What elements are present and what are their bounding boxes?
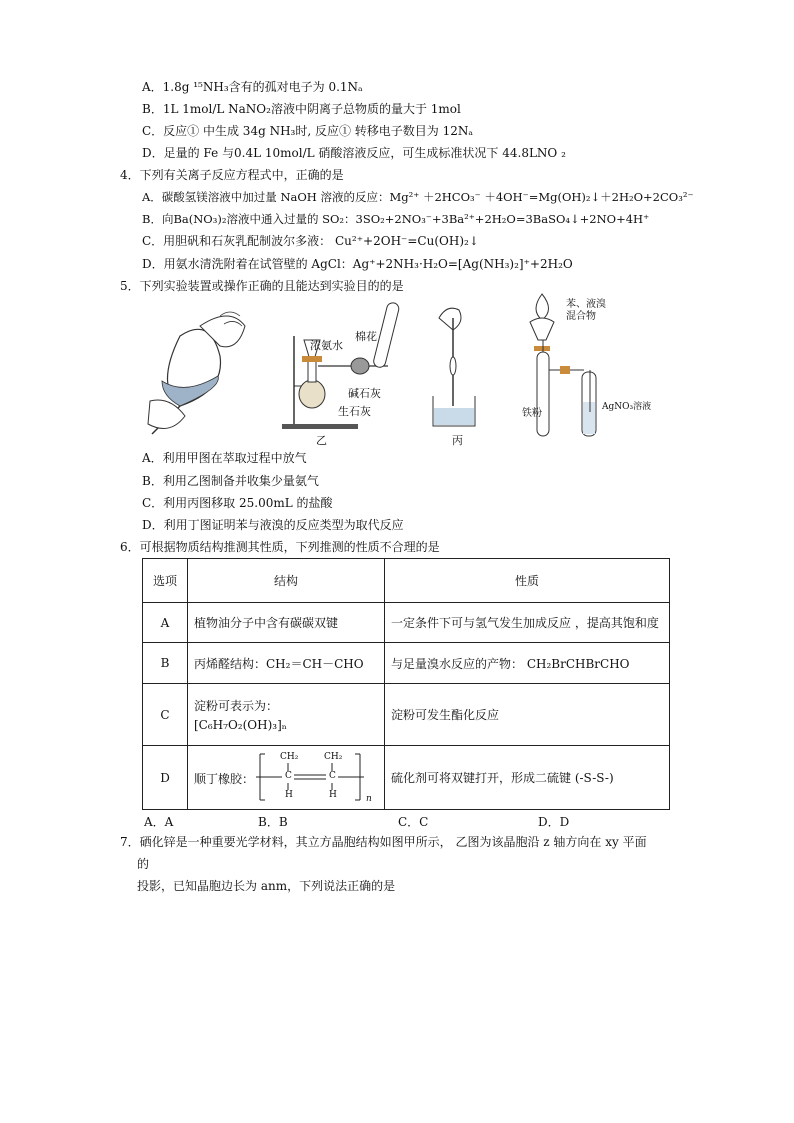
- row-structure: 丙烯醛结构：CH₂＝CH－CHO: [188, 643, 385, 684]
- header-option: 选项: [143, 559, 188, 603]
- polymer-c-left: C: [285, 770, 292, 781]
- label-conc-ammonia: 浓氨水: [310, 339, 343, 352]
- label-cotton: 棉花: [355, 330, 377, 343]
- polymer-ch2-right: CH₂: [324, 751, 343, 762]
- row-structure: [188, 684, 385, 746]
- q3-option-a: A．1.8g ¹⁵NH₃含有的孤对电子为 0.1Nₐ: [142, 80, 363, 94]
- figure-jia-funnel: [140, 296, 252, 441]
- q6-table: [142, 558, 670, 810]
- q4-option-b: B．向Ba(NO₃)₂溶液中通入过量的 SO₂：3SO₂+2NO₃⁻+3Ba²⁺+2H₂O=3BaSO₄↓+2NO+4H⁺: [142, 212, 650, 226]
- label-bing: 丙: [452, 434, 463, 447]
- polymer-c-right: C: [329, 770, 336, 781]
- q7-line1: 7．硒化锌是一种重要光学材料，其立方晶胞结构如图甲所示， 乙图为该晶胞沿 z 轴方向在 xy 平面: [120, 835, 647, 849]
- q4-option-c: C．用胆矾和石灰乳配制波尔多液： Cu²⁺+2OH⁻=Cu(OH)₂↓: [142, 234, 479, 248]
- header-property: 性质: [385, 559, 670, 603]
- q6-stem: 6．可根据物质结构推测其性质，下列推测的性质不合理的是: [120, 540, 440, 554]
- label-mixture: 苯、液溴 混合物: [566, 299, 606, 322]
- label-quicklime: 生石灰: [338, 405, 371, 418]
- row-property: 硫化剂可将双键打开，形成二硫键 (-S-S-): [385, 746, 670, 810]
- q5-option-b: B．利用乙图制备并收集少量氨气: [142, 474, 319, 488]
- row-property: 与足量溴水反应的产物： CH₂BrCHBrCHO: [385, 643, 670, 684]
- q5-option-d: D．利用丁图证明苯与液溴的反应类型为取代反应: [142, 518, 404, 532]
- q6-answer-c: C．C: [398, 815, 429, 829]
- q7-line3: 投影，已知晶胞边长为 anm，下列说法正确的是: [137, 879, 396, 893]
- rubber-label: 顺丁橡胶：: [194, 771, 255, 786]
- q3-option-c: C．反应① 中生成 34g NH₃时, 反应① 转移电子数目为 12Nₐ: [142, 124, 474, 138]
- q6-answer-b: B．B: [258, 815, 288, 829]
- q6-answer-d: D．D: [538, 815, 570, 829]
- table-row: [143, 643, 670, 684]
- row-option: A: [143, 603, 188, 643]
- polymer-structure-diagram: [256, 750, 372, 806]
- header-structure: 结构: [188, 559, 385, 603]
- q3-option-d: D．足量的 Fe 与0.4L 10mol/L 硝酸溶液反应，可生成标准状况下 44.8LNO ₂: [142, 146, 566, 160]
- label-soda-lime: 碱石灰: [348, 387, 381, 400]
- row-structure: [188, 746, 385, 810]
- q5-option-c: C．利用丙图移取 25.00mL 的盐酸: [142, 496, 333, 510]
- table-row: [143, 746, 670, 810]
- label-yi: 乙: [316, 434, 327, 447]
- polymer-h-left: H: [285, 789, 293, 800]
- q4-option-a: A．碳酸氢镁溶液中加过量 NaOH 溶液的反应：Mg²⁺ ＋2HCO₃⁻ ＋4OH⁻=Mg(OH)₂↓＋2H₂O+2CO₃²⁻: [142, 190, 694, 204]
- label-iron-powder: 铁粉: [522, 408, 542, 419]
- starch-label: 淀粉可表示为：: [194, 699, 279, 713]
- row-property: 一定条件下可与氢气发生加成反应 ，提高其饱和度: [385, 603, 670, 643]
- figure-bing-pipette: [425, 296, 485, 431]
- row-structure: 植物油分子中含有碳碳双键: [188, 603, 385, 643]
- polymer-h-right: H: [329, 789, 337, 800]
- polymer-n: n: [366, 793, 372, 804]
- table-row: [143, 603, 670, 643]
- q5-option-a: A．利用甲图在萃取过程中放气: [142, 451, 307, 465]
- q5-stem: 5．下列实验装置或操作正确的且能达到实验目的的是: [120, 279, 404, 293]
- row-property: 淀粉可发生酯化反应: [385, 684, 670, 746]
- q4-stem: 4．下列有关离子反应方程式中，正确的是: [120, 168, 344, 182]
- starch-formula: [C₆H₇O₂(OH)₃]ₙ: [194, 718, 287, 732]
- figure-yi-ammonia-apparatus: [278, 296, 416, 446]
- polymer-ch2-left: CH₂: [280, 751, 299, 762]
- q4-option-d: D．用氨水清洗附着在试管壁的 AgCl：Ag⁺+2NH₃·H₂O=[Ag(NH₃)₂]⁺+2H₂O: [142, 257, 573, 271]
- table-row: [143, 684, 670, 746]
- q6-answer-a: A．A: [144, 815, 174, 829]
- row-option: B: [143, 643, 188, 684]
- q7-line2: 的: [137, 857, 150, 871]
- q3-option-b: B．1L 1mol/L NaNO₂溶液中阴离子总物质的量大于 1mol: [142, 102, 461, 116]
- label-agno3: AgNO₃溶液: [602, 402, 652, 412]
- row-option: D: [143, 746, 188, 810]
- row-option: C: [143, 684, 188, 746]
